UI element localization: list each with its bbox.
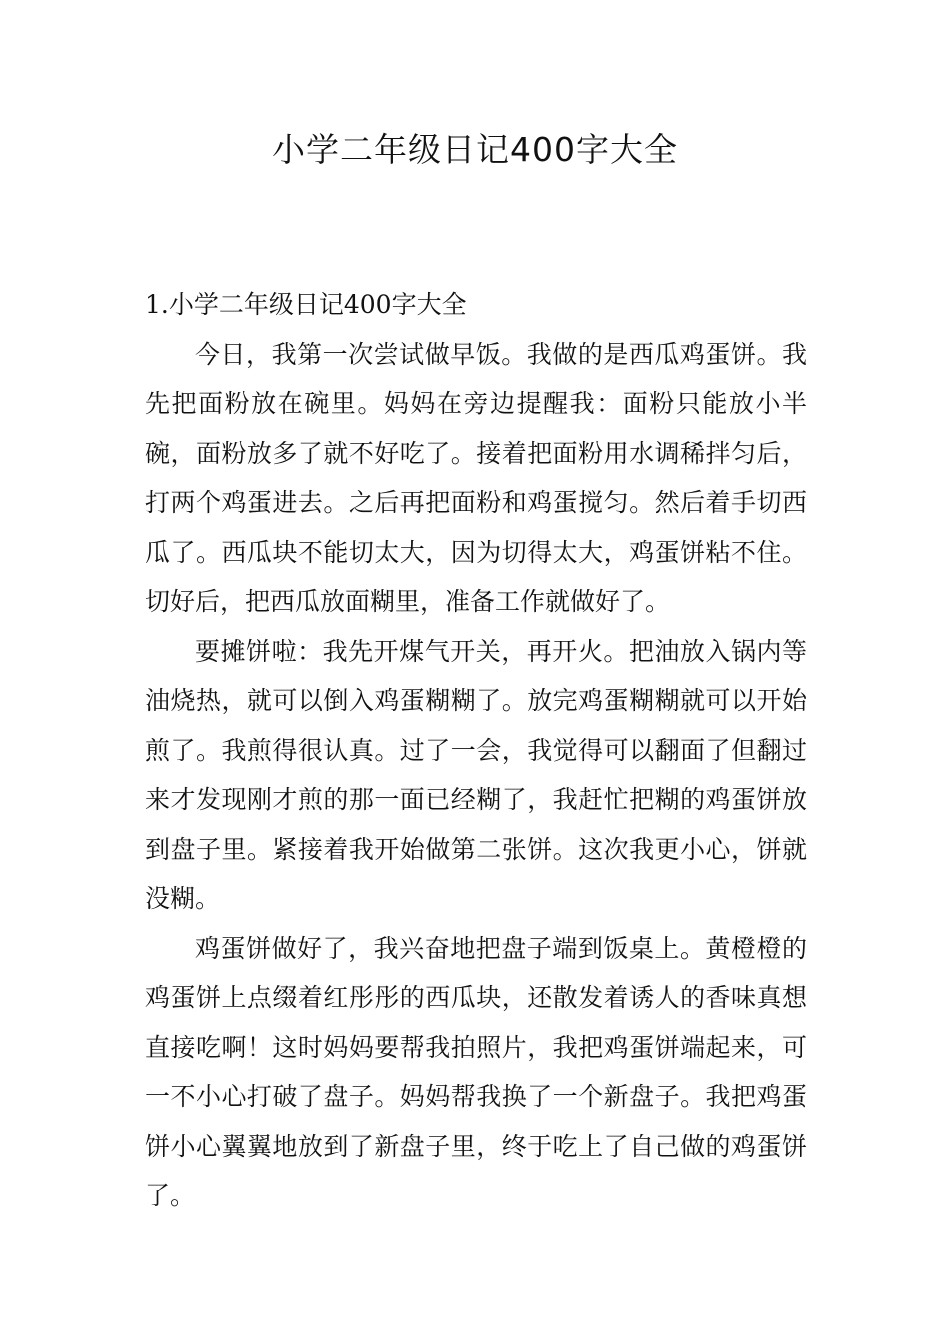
paragraph-1: 今日，我第一次尝试做早饭。我做的是西瓜鸡蛋饼。我先把面粉放在碗里。妈妈在旁边提醒我：面粉只能放小半碗，面粉放多了就不好吃了。接着把面粉用水调稀拌匀后，打两个鸡蛋进去。之后再把面粉和鸡蛋搅匀。然后着手切西瓜了。西瓜块不能切太大，因为切得太大，鸡蛋饼粘不住。切好后，把西瓜放面糊里，准备工作就做好了。	[145, 339, 807, 616]
document-body	[145, 280, 807, 1221]
document-title: 小学二年级日记400字大全	[272, 130, 678, 169]
paragraph-2: 要摊饼啦：我先开煤气开关，再开火。把油放入锅内等油烧热，就可以倒入鸡蛋糊糊了。放完鸡蛋糊糊就可以开始煎了。我煎得很认真。过了一会，我觉得可以翻面了但翻过来才发现刚才煎的那一面已经糊了，我赶忙把糊的鸡蛋饼放到盘子里。紧接着我开始做第二张饼。这次我更小心，饼就没糊。	[145, 636, 807, 913]
section-heading: 1.小学二年级日记400字大全	[145, 290, 467, 319]
paragraph-3: 鸡蛋饼做好了，我兴奋地把盘子端到饭桌上。黄橙橙的鸡蛋饼上点缀着红彤彤的西瓜块，还散发着诱人的香味真想直接吃啊！这时妈妈要帮我拍照片，我把鸡蛋饼端起来，可一不小心打破了盘子。妈妈帮我换了一个新盘子。我把鸡蛋饼小心翼翼地放到了新盘子里，终于吃上了自己做的鸡蛋饼了。	[145, 933, 807, 1210]
